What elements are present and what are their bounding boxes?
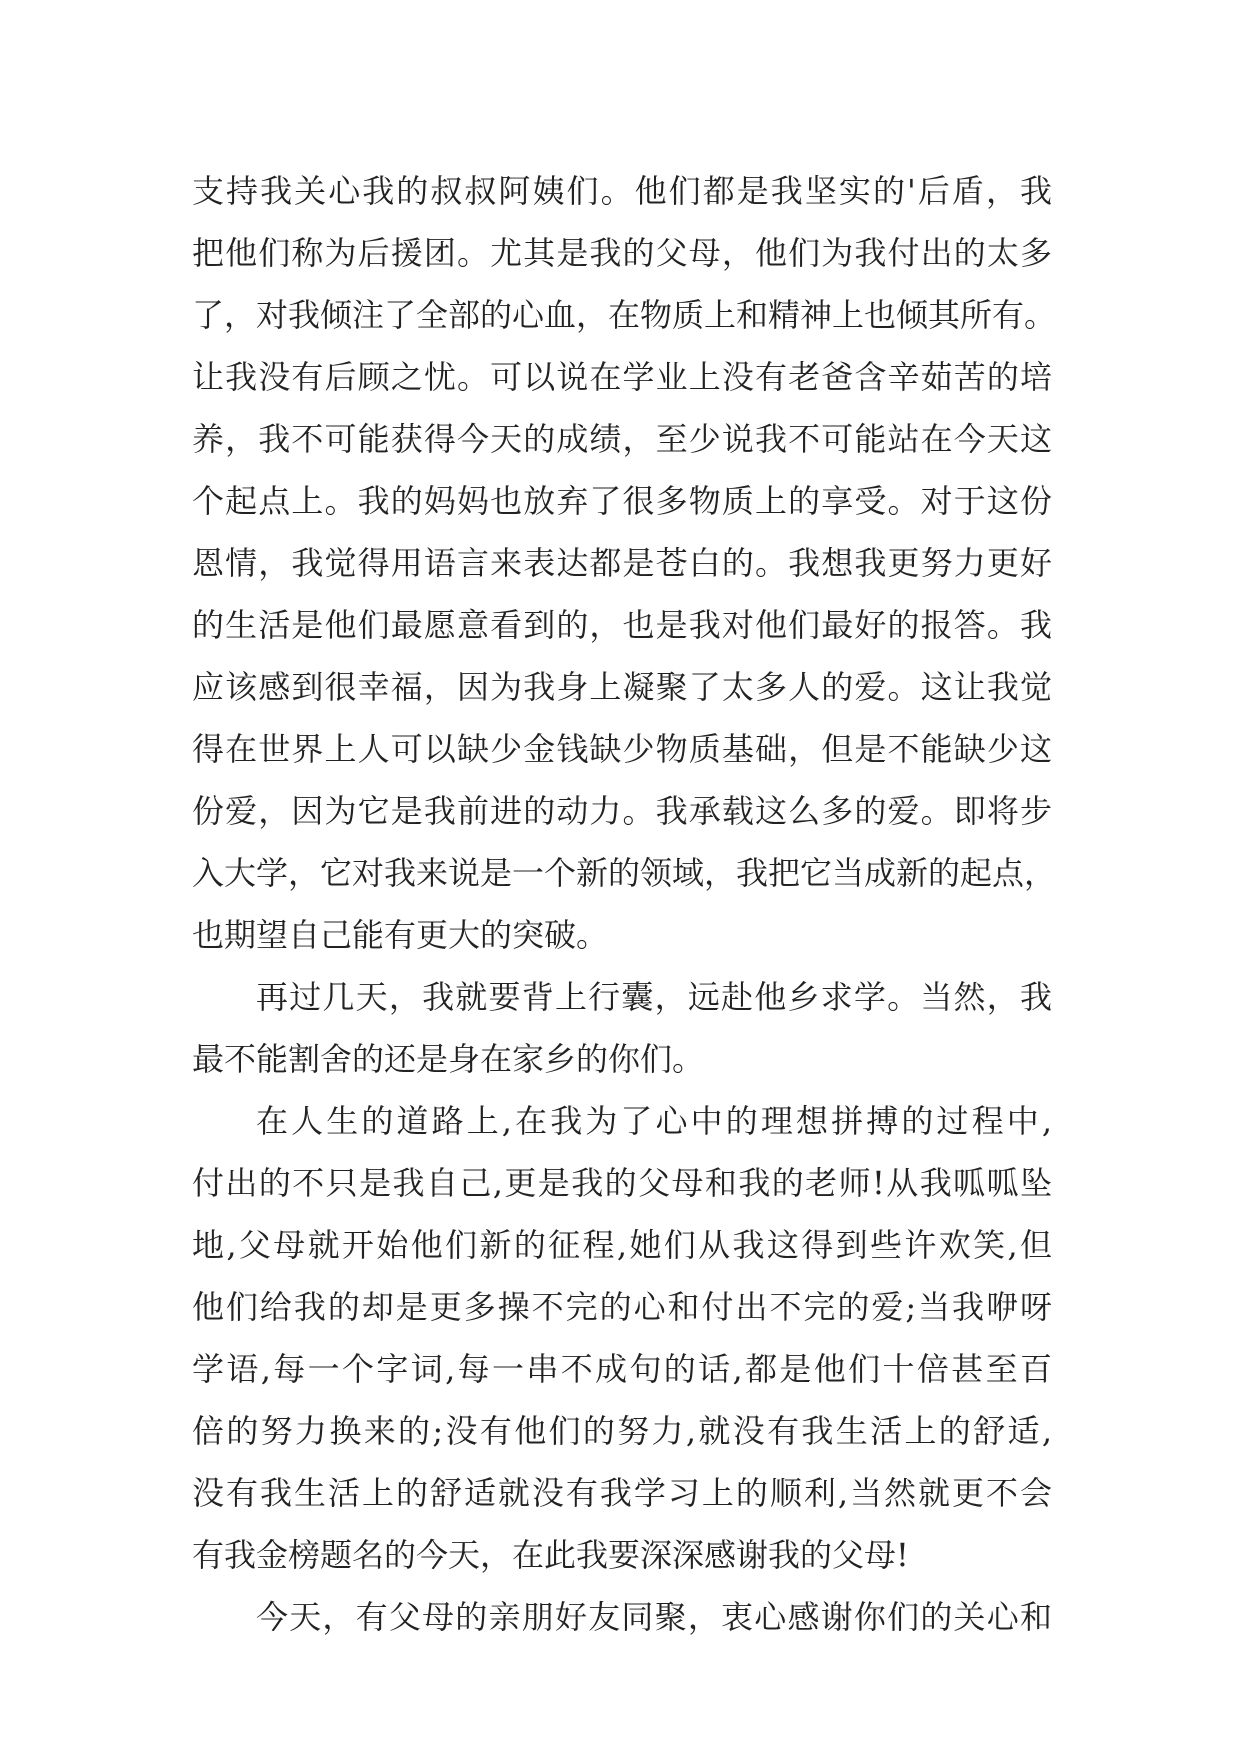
text-line: 付出的不只是我自己,更是我的父母和我的老师!从我呱呱坠 <box>192 1164 1052 1202</box>
text-line: 的生活是他们最愿意看到的，也是我对他们最好的报答。我 <box>192 606 1052 644</box>
text-line: 今天，有父母的亲朋好友同聚，衷心感谢你们的关心和 <box>256 1598 1052 1636</box>
text-line: 个起点上。我的妈妈也放弃了很多物质上的享受。对于这份 <box>192 482 1052 520</box>
text-line: 学语,每一个字词,每一串不成句的话,都是他们十倍甚至百 <box>192 1350 1052 1388</box>
text-line: 把他们称为后援团。尤其是我的父母，他们为我付出的太多 <box>192 234 1052 272</box>
text-line: 得在世界上人可以缺少金钱缺少物质基础，但是不能缺少这 <box>192 730 1052 768</box>
text-line: 恩情，我觉得用语言来表达都是苍白的。我想我更努力更好 <box>192 544 1052 582</box>
text-line: 有我金榜题名的今天，在此我要深深感谢我的父母! <box>192 1536 909 1574</box>
text-line: 让我没有后顾之忧。可以说在学业上没有老爸含辛茹苦的培 <box>192 358 1052 396</box>
text-line: 地,父母就开始他们新的征程,她们从我这得到些许欢笑,但 <box>192 1226 1052 1264</box>
text-line: 倍的努力换来的;没有他们的努力,就没有我生活上的舒适, <box>192 1412 1052 1450</box>
text-line: 在人生的道路上,在我为了心中的理想拼搏的过程中, <box>256 1102 1052 1140</box>
text-line: 入大学，它对我来说是一个新的领域，我把它当成新的起点， <box>192 854 1057 892</box>
text-line: 再过几天，我就要背上行囊，远赴他乡求学。当然，我 <box>256 978 1052 1016</box>
text-line: 没有我生活上的舒适就没有我学习上的顺利,当然就更不会 <box>192 1474 1052 1512</box>
text-line: 了，对我倾注了全部的心血，在物质上和精神上也倾其所有。 <box>192 296 1057 334</box>
text-line: 支持我关心我的叔叔阿姨们。他们都是我坚实的'后盾，我 <box>192 172 1052 210</box>
text-line: 份爱，因为它是我前进的动力。我承载这么多的爱。即将步 <box>192 792 1052 830</box>
text-line: 应该感到很幸福，因为我身上凝聚了太多人的爱。这让我觉 <box>192 668 1052 706</box>
text-line: 也期望自己能有更大的突破。 <box>192 916 609 954</box>
text-line: 养，我不可能获得今天的成绩，至少说我不可能站在今天这 <box>192 420 1052 458</box>
text-line: 他们给我的却是更多操不完的心和付出不完的爱;当我咿呀 <box>192 1288 1052 1326</box>
text-line: 最不能割舍的还是身在家乡的你们。 <box>192 1040 705 1078</box>
body-text <box>192 160 1057 1648</box>
